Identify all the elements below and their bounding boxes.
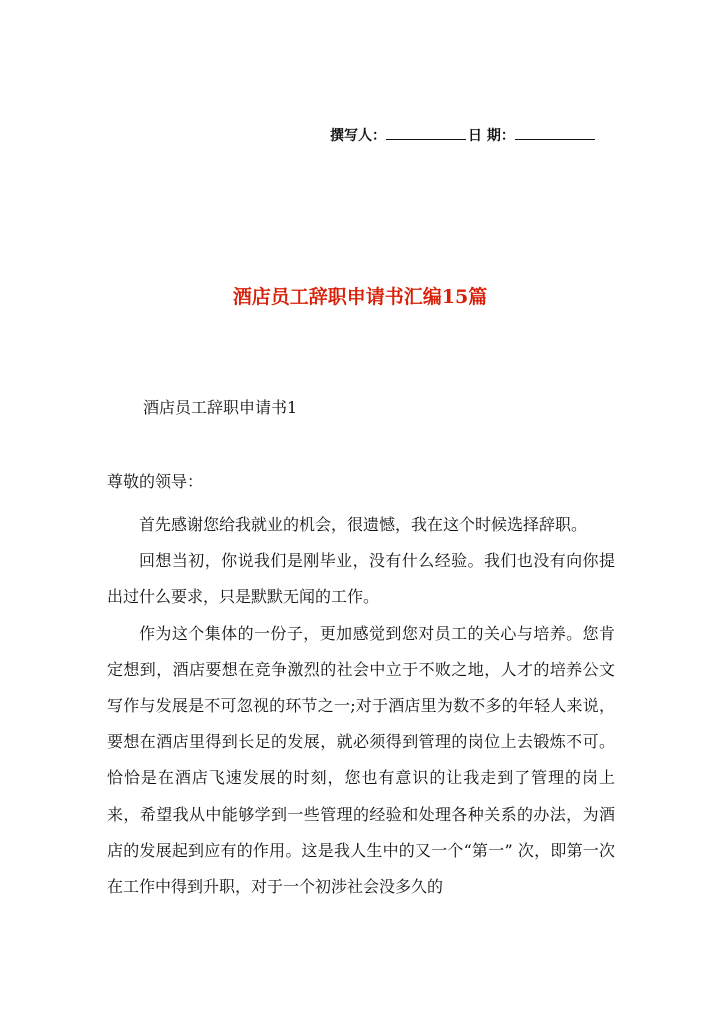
section-subtitle: 酒店员工辞职申请书1 [143, 398, 298, 417]
body-text [107, 507, 615, 905]
paragraph: 回想当初，你说我们是刚毕业，没有什么经验。我们也没有向你提出过什么要求，只是默默无闻的工作。 [107, 551, 615, 607]
paragraph: 作为这个集体的一份子，更加感觉到您对员工的关心与培养。您肯定想到，酒店要想在竞争激烈的社会中立于不败之地，人才的培养公文写作与发展是不可忽视的环节之一;对于酒店里为数不多的年轻人来说，要想在酒店里得到长足的发展，就必须得到管理的岗位上去锻炼不可。恰恰是在酒店飞速发展的时刻，您也有意识的让我走到了管理的岗上来，希望我从中能够学到一些管理的经验和处理各种关系的办法，为酒店的发展起到应有的作用。这是我人生中的又一个“第一” 次，即第一次在工作中得到升职，对于一个初涉社会没多久的 [107, 623, 615, 897]
paragraph: 首先感谢您给我就业的机会，很遗憾，我在这个时候选择辞职。 [139, 515, 588, 534]
author-blank [386, 125, 466, 140]
author-date-line [330, 125, 614, 146]
author-label: 撰写人： [330, 128, 386, 144]
date-label: 日 期： [468, 128, 515, 144]
document-title: 酒店员工辞职申请书汇编15篇 [232, 286, 488, 308]
salutation: 尊敬的领导： [107, 472, 204, 491]
date-blank [515, 125, 595, 140]
